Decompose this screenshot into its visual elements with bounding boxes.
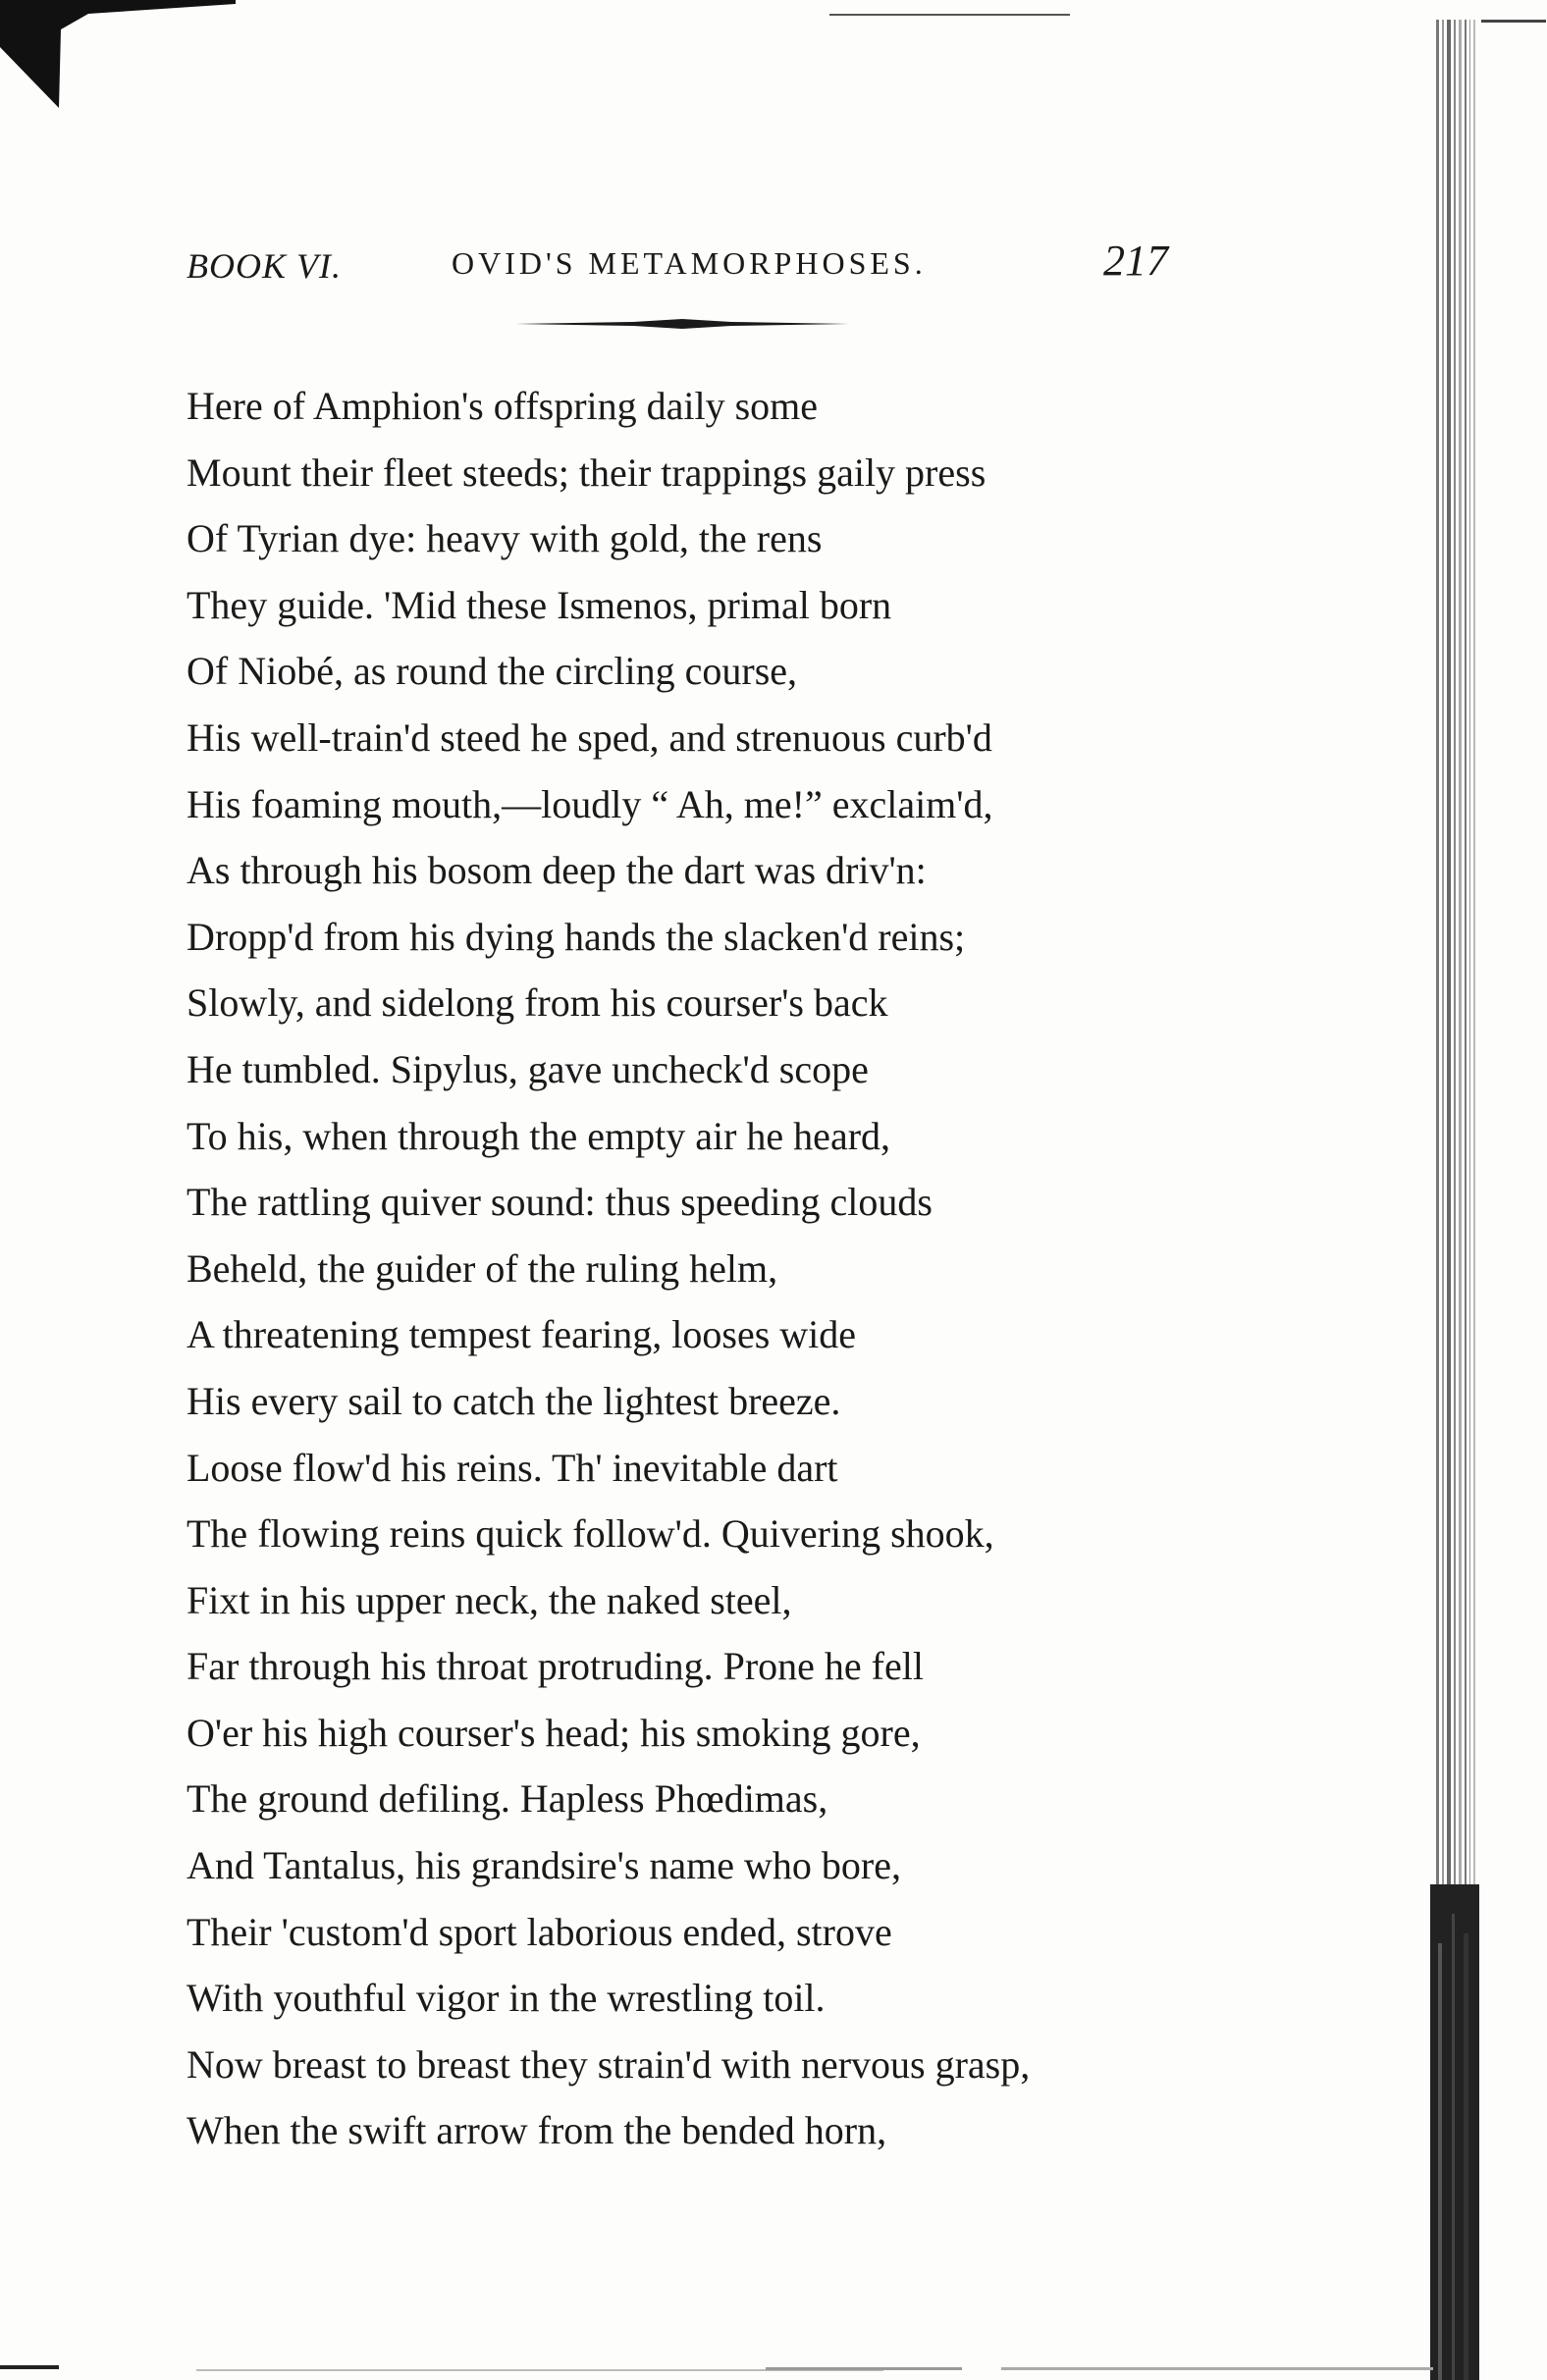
poem-line: The ground defiling. Hapless Phœdimas, bbox=[187, 1776, 828, 1822]
running-title: OVID'S METAMORPHOSES. bbox=[452, 245, 927, 281]
scan-top-rule bbox=[829, 14, 1070, 16]
poem-line: He tumbled. Sipylus, gave uncheck'd scope bbox=[187, 1046, 869, 1091]
poem-line: Beheld, the guider of the ruling helm, bbox=[187, 1245, 778, 1291]
poem-line: O'er his high courser's head; his smoking gore, bbox=[187, 1710, 921, 1755]
poem-line: The flowing reins quick follow'd. Quivering shook, bbox=[187, 1511, 994, 1557]
poem-line: They guide. 'Mid these Ismenos, primal born bbox=[187, 582, 892, 627]
poem-line: Of Tyrian dye: heavy with gold, the rens bbox=[187, 516, 823, 561]
poem-line: Slowly, and sidelong from his courser's back bbox=[187, 980, 888, 1026]
poem-line: Their 'custom'd sport laborious ended, strove bbox=[187, 1909, 892, 1954]
book-label: BOOK VI. bbox=[187, 246, 342, 286]
poem-line: As through his bosom deep the dart was driv'n: bbox=[187, 848, 927, 893]
poem-line: Dropp'd from his dying hands the slacken'd reins; bbox=[187, 914, 966, 959]
poem-line: Far through his throat protruding. Prone he fell bbox=[187, 1644, 924, 1689]
running-head bbox=[187, 236, 1188, 294]
poem-line: Of Niobé, as round the circling course, bbox=[187, 649, 798, 694]
header-ornamental-rule bbox=[515, 319, 849, 329]
binding-edge-shadow bbox=[1428, 20, 1547, 2380]
poem-body bbox=[187, 373, 1168, 2164]
poem-line: A threatening tempest fearing, looses wide bbox=[187, 1312, 857, 1357]
poem-line: When the swift arrow from the bended horn, bbox=[187, 2108, 887, 2153]
poem-line: And Tantalus, his grandsire's name who bore, bbox=[187, 1843, 901, 1888]
poem-line: Fixt in his upper neck, the naked steel, bbox=[187, 1577, 792, 1622]
poem-line: Here of Amphion's offspring daily some bbox=[187, 384, 819, 428]
poem-line: Now breast to breast they strain'd with nervous grasp, bbox=[187, 2041, 1031, 2087]
poem-line: The rattling quiver sound: thus speeding clouds bbox=[187, 1180, 933, 1225]
poem-line: Loose flow'd his reins. Th' inevitable dart bbox=[187, 1445, 838, 1490]
poem-line: His every sail to catch the lightest breeze. bbox=[187, 1378, 841, 1423]
scan-bottom-noise bbox=[0, 2355, 1433, 2380]
poem-line: His well-train'd steed he sped, and strenuous curb'd bbox=[187, 714, 992, 760]
poem-line: Mount their fleet steeds; their trappings gaily press bbox=[187, 450, 987, 495]
scan-corner-mark bbox=[0, 0, 236, 108]
poem-line: His foaming mouth,—loudly “ Ah, me!” exclaim'd, bbox=[187, 781, 993, 826]
page-number: 217 bbox=[1103, 237, 1168, 285]
poem-line: With youthful vigor in the wrestling toil. bbox=[187, 1976, 826, 2021]
poem-line: To his, when through the empty air he heard, bbox=[187, 1113, 891, 1158]
